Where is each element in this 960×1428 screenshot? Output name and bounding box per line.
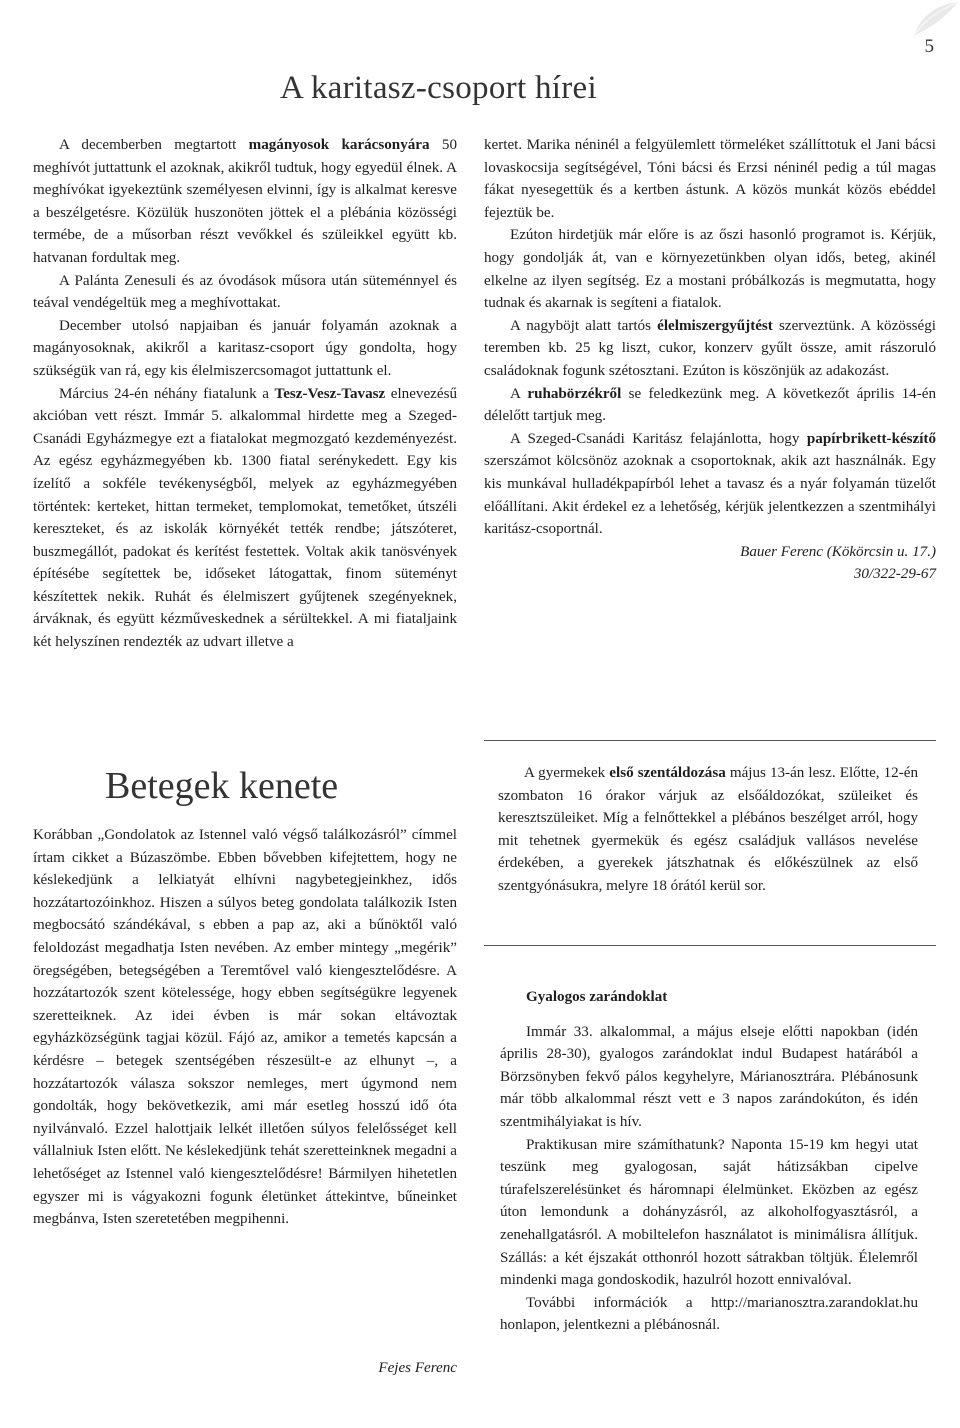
article-karitasz-left [33, 134, 457, 654]
paragraph: Március 24-én néhány fiatalunk a Tesz-Vesz-Tavasz elnevezésű akcióban vett részt. Immár 5. alkalommal hirdette meg a Szeged-Csanádi Egyházmegye ezt a fiatalokat megmozgató kezdeményezést. Az egész egyházmegyében kb. 1300 fiatal serénykedett. Egy kis ízelítő a sokféle tevékenységből, melyek az egyházmegyében történtek: kerteket, hittan termeket, templomokat, temetőket, útszéli kereszteket, és az iskolák környékét tették rendbe; játszóteret, buszmegállót, padokat és kerítést festettek. Voltak akik tanösvények építésébe segítettek be, időseket látogattak, finom süteményt készítettek nekik. Ruhát és élelmiszert gyűjtenek szegényeknek, árváknak, és együtt kézműveskednek a sérültekkel. A mi fiataljaink két helyszínen rendezték az udvart illetve a [33, 385, 457, 651]
paragraph: Immár 33. alkalommal, a május elseje előtti napokban (idén április 28-30), gyalogos zarándoklat indul Budapest határából a Börzsönyben fekvő pálos kegyhelyre, Márianosztrára. Plébánosunk már több alkalommal részt vett e 3 napos zarándokúton, és idén szentmihályiakat is hív. [500, 1023, 918, 1130]
pilgrimage-notice [500, 986, 918, 1337]
page-number: 5 [924, 36, 934, 57]
paragraph: A Palánta Zenesuli és az óvodások műsora után süteménnyel és teával vendégeltük meg a meghívottakat. [33, 272, 457, 312]
first-communion-notice [498, 762, 918, 898]
divider [484, 945, 936, 946]
article-betegek-kenete [33, 824, 457, 1231]
signature-bauer-phone: 30/322-29-67 [853, 566, 936, 583]
article-karitasz-right [484, 134, 936, 586]
paragraph: Ezúton hirdetjük már előre is az őszi hasonló programot is. Kérjük, hogy gondolják át, van e környezetünkben olyan idős, beteg, akinél elkelne az ilyen segítség. Ez a mostani próbálkozás is megmutatta, hogy tudnak és akarnak is segíteni a fiatalok. [484, 227, 936, 312]
divider [484, 740, 936, 741]
paragraph: A nagyböjt alatt tartós élelmiszergyűjtést szerveztünk. A közösségi teremben kb. 25 kg liszt, cukor, konzerv gyűlt össze, amit rászoruló családoknak fogunk szétosztani. Ezúton is köszönjük az adakozást. [484, 317, 937, 379]
pilgrimage-heading: Gyalogos zarándoklat [526, 989, 668, 1005]
signature-fejes: Fejes Ferenc [378, 1360, 457, 1376]
section-title-betegek-kenete: Betegek kenete [105, 765, 339, 807]
paragraph: December utolsó napjaiban és január folyamán azoknak a magányosoknak, akikről a karitasz-csoport úgy gondolta, hogy szükségük van rá, egy kis élelmiszercsomagot juttattunk el. [33, 317, 457, 379]
paragraph: További információk a http://marianosztra.zarandoklat.hu honlapon, jelentkezni a plébánosnál. [500, 1294, 918, 1334]
paragraph: Praktikusan mire számíthatunk? Naponta 15-19 km hegyi utat teszünk meg gyalogosan, saját hátizsákban cipelve túrafelszerelésünket és háromnapi élelmünket. Eközben az egész úton lemondunk a dohányzásról, az alkoholfogyasztásról, a zenehallgatásról. A mobiltelefon használatot is minimálisra állítjuk. Szállás: a két éjszakát otthonról hozott sátrakban töltjük. Élelemről mindenki maga gondoskodik, hazulról hozott ennivalóval. [500, 1136, 918, 1289]
signature-bauer-name: Bauer Ferenc (Kökörcsin u. 17.) [740, 543, 936, 560]
page-title: A karitasz-csoport hírei [280, 70, 597, 106]
paragraph: A decemberben megtartott magányosok karácsonyára 50 meghívót juttattunk el azoknak, akikről tudtuk, hogy egyedül élnek. A meghívókat igyekeztünk személyesen elvinni, így is alkalmat keresve a beszélgetésre. Közülük huszonöten jöttek el a plébánia közösségi termébe, de a műsorban részt vevőkkel és szüleikkel együtt kb. hatvanan fordultak meg. [33, 137, 457, 266]
paragraph: kertet. Marika néninél a felgyülemlett törmeléket szállíttotuk el Jani bácsi lovaskocsija segítségével, Tóni bácsi és Erzsi néninél pedig a túl magas fákat nyesegettük és a kertben ástunk. A közös munkát közös ebéddel fejeztük be. [484, 137, 936, 221]
paragraph: Korábban „Gondolatok az Istennel való végső találkozásról” címmel írtam cikket a Búzaszömbe. Ebben bővebben kifejtettem, hogy ne késlekedjünk a lelkiatyát elhívni nagybetegjeinkhez, idős hozzátartozóinkhoz. Hiszen a súlyos beteg gondolata találkozik Isten megbocsátó szándékával, s ebben a pap az, aki a bűnöktől való feloldozást megadhatja Isten nevében. Az ember mintegy „megérik” öregségében, betegségében a Teremtővel való kiengesztelődésre. A hozzátartozók szent kötelessége, hogy ebben segítségükre legyenek szeretteiknek. Az idei évben is már sokan eltávoztak egyházközségünk tagjai közül. Fájó az, amikor a temetés kapcsán a kérdésre – betegek szentségében részesült-e az elhunyt –, a hozzátartozók válasza sokszor nemleges, mert úgymond nem gondolták, hogy bekövetkezik, ami már esetleg hosszú idő óta nyilvánvaló. Ezzel halottjaik lelkét illetően súlyos felelősséget kell vállalniuk Isten előtt. Ne késlekedjünk tehát szeretteinknek megadni a lehetőséget az Istennel való kiengesztelődésre! Bármilyen hihetetlen egyszer mi is vágyakozni fogunk életünket áttekintve, bűneinket megbánva, Isten szeretetében megpihenni. [33, 827, 457, 1228]
paragraph: A Szeged-Csanádi Karitász felajánlotta, hogy papírbrikett-készítő szerszámot kölcsönöz azoknak a csoportoknak, akik azt használnák. Egy kis munkával hulladékpapírból lehet a tavasz és a nyár folyamán tüzelőt előállítani. Akit érdekel ez a lehetőség, kérjük jelentkezzen a szentmihályi karitász-csoportnál. [484, 430, 936, 538]
paragraph: A gyermekek első szentáldozása május 13-án lesz. Előtte, 12-én szombaton 16 órakor várjuk az elsőáldozókat, szüleiket és keresztszüleiket. Míg a felnőttekkel a plébános beszélget arról, hogy mit tehetnek gyermekük és egész családjuk vallásos nevelése érdekében, a gyerekek játszhatnak és előkészülnek az első szentgyónásukra, melyre 18 órától kerül sor. [498, 765, 919, 894]
paragraph: A ruhabörzékről se feledkezünk meg. A következőt április 14-én délelőtt tartjuk meg. [484, 385, 937, 425]
